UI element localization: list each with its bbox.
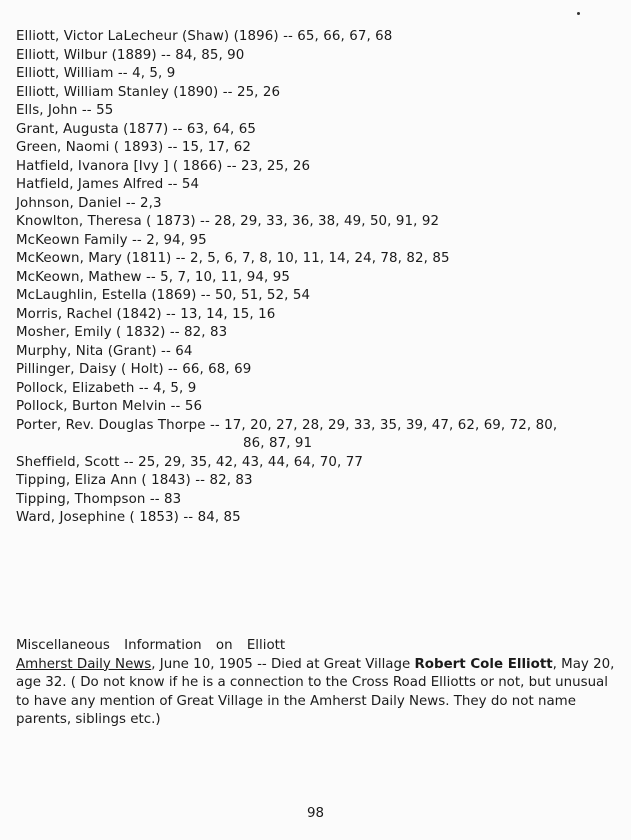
index-entry: Grant, Augusta (1877) -- 63, 64, 65 bbox=[16, 121, 257, 137]
index-entry: McKeown Family -- 2, 94, 95 bbox=[16, 232, 207, 248]
index-entry: Pillinger, Daisy ( Holt) -- 66, 68, 69 bbox=[16, 362, 252, 377]
index-entry: Elliott, Victor LaLecheur (Shaw) (1896) -- 65, 66, 67, 68 bbox=[16, 29, 393, 44]
index-entry: Tipping, Thompson -- 83 bbox=[16, 491, 182, 507]
index-entry: McKeown, Mathew -- 5, 7, 10, 11, 94, 95 bbox=[16, 269, 290, 285]
index-entry: Mosher, Emily ( 1832) -- 82, 83 bbox=[16, 325, 228, 340]
index-entry: Pollock, Elizabeth -- 4, 5, 9 bbox=[16, 380, 197, 396]
index-entry: McLaughlin, Estella (1869) -- 50, 51, 52, 54 bbox=[16, 288, 311, 303]
page-number: 98 bbox=[306, 806, 325, 821]
index-entry: Hatfield, Ivanora [Ivy ] ( 1866) -- 23, 25, 26 bbox=[16, 158, 311, 174]
index-entry: Elliott, Wilbur (1889) -- 84, 85, 90 bbox=[16, 47, 245, 63]
index-entry: Sheffield, Scott -- 25, 29, 35, 42, 43, 44, 64, 70, 77 bbox=[16, 454, 363, 470]
stray-mark bbox=[577, 12, 580, 15]
misc-text-part-1: , June 10, 1905 -- Died at Great Village bbox=[151, 656, 415, 672]
index-entry: Ward, Josephine ( 1853) -- 84, 85 bbox=[16, 510, 241, 525]
index-entry: Elliott, William Stanley (1890) -- 25, 26 bbox=[16, 84, 281, 100]
newspaper-title: Amherst Daily News bbox=[16, 656, 152, 672]
name-index-list bbox=[16, 28, 616, 528]
index-entry: Porter, Rev. Douglas Thorpe -- 17, 20, 27, 28, 29, 33, 35, 39, 47, 62, 69, 72, 80, bbox=[16, 417, 558, 433]
index-entry: McKeown, Mary (1811) -- 2, 5, 6, 7, 8, 10, 11, 14, 24, 78, 82, 85 bbox=[16, 251, 450, 266]
index-entry: Tipping, Eliza Ann ( 1843) -- 82, 83 bbox=[16, 473, 253, 488]
deceased-name: Robert Cole Elliott bbox=[414, 656, 553, 672]
index-entry: Murphy, Nita (Grant) -- 64 bbox=[16, 343, 193, 359]
index-entry: Elliott, William -- 4, 5, 9 bbox=[16, 66, 176, 81]
index-entry-continuation: 86, 87, 91 bbox=[243, 436, 313, 451]
index-entry: Johnson, Daniel -- 2,3 bbox=[16, 195, 162, 211]
index-entry: Knowlton, Theresa ( 1873) -- 28, 29, 33, 36, 38, 49, 50, 91, 92 bbox=[16, 214, 440, 229]
misc-title: Miscellaneous Information on Elliott bbox=[16, 638, 286, 653]
index-entry: Green, Naomi ( 1893) -- 15, 17, 62 bbox=[16, 140, 252, 155]
index-entry: Hatfield, James Alfred -- 54 bbox=[16, 177, 200, 192]
misc-text-part-2: , May 20, age 32. ( Do not know if he is a connection to the Cross Road Elliotts or not, but unusual to have any mention of Great Village in the Amherst Daily News. They do not name parents, siblings etc.) bbox=[16, 656, 615, 727]
index-entry: Morris, Rachel (1842) -- 13, 14, 15, 16 bbox=[16, 306, 276, 322]
index-entry: Ells, John -- 55 bbox=[16, 103, 114, 118]
index-entry: Pollock, Burton Melvin -- 56 bbox=[16, 399, 203, 414]
miscellaneous-section bbox=[16, 637, 616, 730]
misc-paragraph bbox=[16, 656, 616, 730]
